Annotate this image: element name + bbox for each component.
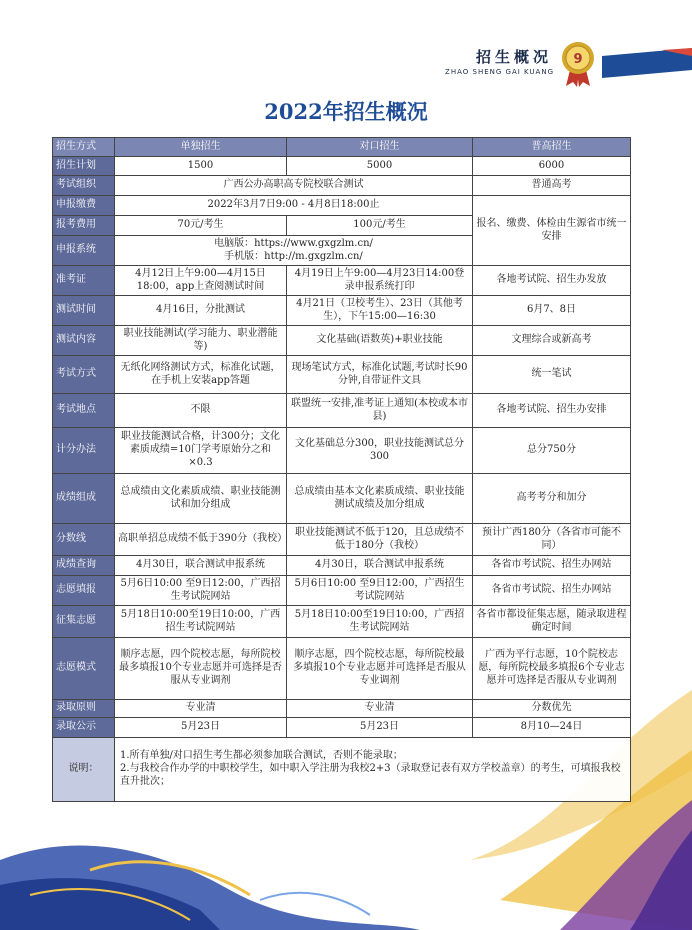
table-row [53,196,631,216]
table-cell: 顺序志愿，四个院校志愿，每所院校最多填报10个专业志愿并可选择是否服从专业调剂 [115,638,287,700]
table-cell: 报名、缴费、体检由生源省市统一安排 [473,196,631,266]
column-header: 单独招生 [115,138,287,157]
table-cell: 4月30日，联合测试申报系统 [287,556,473,576]
table-cell: 文化基础总分300，职业技能测试总分300 [287,428,473,474]
table-row [53,524,631,556]
table-cell: 不限 [115,394,287,428]
row-label: 考试方式 [53,356,115,394]
badge-number: 9 [573,52,583,67]
table-cell: 4月21日（卫校考生）、23日（其他考生），下午15:00—16:30 [287,296,473,326]
table-cell: 100元/考生 [287,216,473,236]
table-cell: 4月30日，联合测试申报系统 [115,556,287,576]
table-cell: 各省市都设征集志愿，随录取进程确定时间 [473,606,631,638]
table-cell: 无纸化网络测试方式，标准化试题，在手机上安装app答题 [115,356,287,394]
table-cell: 预计广西180分（各省市可能不同） [473,524,631,556]
table-cell: 5月6日10:00 至9日12:00，广西招生考试院网站 [287,576,473,606]
table-row [53,556,631,576]
table-cell: 职业技能测试不低于120，且总成绩不低于180分（我校） [287,524,473,556]
table-cell: 5月6日10:00 至9日12:00，广西招生考试院网站 [115,576,287,606]
table-cell: 4月19日上午9:00—4月23日14:00登录申报系统打印 [287,266,473,296]
table-cell: 广西公办高职高专院校联合测试 [115,176,473,196]
table-row [53,157,631,176]
table-cell: 5月23日 [115,718,287,738]
table-cell: 8月10—24日 [473,718,631,738]
table-cell: 文理综合或新高考 [473,326,631,356]
table-cell: 各省市考试院、招生办网站 [473,576,631,606]
table-cell: 总成绩由文化素质成绩、职业技能测试和加分组成 [115,474,287,524]
note-line: 1.所有单独/对口招生考生都必须参加联合测试，否则不能录取； [120,750,403,762]
table-cell: 现场笔试方式，标准化试题,考试时长90分钟,自带证件文具 [287,356,473,394]
table-row [53,606,631,638]
table-cell: 普通高考 [473,176,631,196]
table-cell: 职业技能测试(学习能力、职业潜能等) [115,326,287,356]
table-cell: 1500 [115,157,287,176]
row-label: 征集志愿 [53,606,115,638]
header-ribbon [602,48,692,78]
row-label: 测试内容 [53,326,115,356]
table-cell: 顺序志愿，四个院校志愿，每所院校最多填报10个专业志愿并可选择是否服从专业调剂 [287,638,473,700]
medal-icon [560,40,596,88]
table-cell: 专业清 [287,700,473,718]
row-label: 志愿模式 [53,638,115,700]
table-cell: 5月18日10:00至19日10:00，广西招生考试院网站 [287,606,473,638]
admissions-table [52,137,631,802]
table-cell: 2022年3月7日9:00 - 4月8日18:00止 [115,196,473,216]
column-header: 普高招生 [473,138,631,157]
table-cell: 高考考分和加分 [473,474,631,524]
table-row [53,356,631,394]
table-cell: 70元/考生 [115,216,287,236]
table-row [53,700,631,718]
table-cell: 专业清 [115,700,287,718]
table-cell [115,236,473,266]
table-row [53,428,631,474]
table-header-row [53,138,631,157]
table-cell: 各省市考试院、招生办网站 [473,556,631,576]
row-label: 成绩组成 [53,474,115,524]
table-cell: 5000 [287,157,473,176]
row-label: 计分办法 [53,428,115,474]
row-label: 招生计划 [53,157,115,176]
row-label: 成绩查询 [53,556,115,576]
table-cell: 统一笔试 [473,356,631,394]
table-row [53,576,631,606]
column-header: 招生方式 [53,138,115,157]
table-cell: 联盟统一安排,准考证上通知(本校或本市县) [287,394,473,428]
table-cell: 6000 [473,157,631,176]
note-line: 2.与我校合作办学的中职校学生，如中职入学注册为我校2+3（录取登记表有双方学校盖章）的考生，可填报我校直升批次； [120,763,621,787]
table-cell: 5月18日10:00至19日10:00，广西招生考试院网站 [115,606,287,638]
row-label: 测试时间 [53,296,115,326]
table-cell: 总分750分 [473,428,631,474]
row-label: 考试组织 [53,176,115,196]
table-cell: 4月12日上午9:00—4月15日18:00，app上查阅测试时间 [115,266,287,296]
table-cell: 分数优先 [473,700,631,718]
table-cell: 文化基础(语数英)+职业技能 [287,326,473,356]
row-label: 分数线 [53,524,115,556]
row-label: 报考费用 [53,216,115,236]
table-row [53,266,631,296]
system-url-pc[interactable]: 电脑版：https://www.gxgzlm.cn/ [214,237,373,249]
row-label: 考试地点 [53,394,115,428]
table-row [53,296,631,326]
row-label: 志愿填报 [53,576,115,606]
table-cell: 总成绩由基本文化素质成绩、职业技能测试成绩及加分组成 [287,474,473,524]
table-cell: 各地考试院、招生办安排 [473,394,631,428]
header [392,40,692,90]
table-row [53,394,631,428]
table-cell: 职业技能测试合格，计300分；文化素质成绩=10门学考原始分之和×0.3 [115,428,287,474]
row-label: 准考证 [53,266,115,296]
table-cell: 6月7、8日 [473,296,631,326]
row-label: 申报缴费 [53,196,115,216]
column-header: 对口招生 [287,138,473,157]
row-label: 录取公示 [53,718,115,738]
table-row [53,738,631,802]
table-row [53,718,631,738]
notes-label: 说明： [53,738,115,802]
table-row [53,176,631,196]
row-label: 申报系统 [53,236,115,266]
table-row [53,326,631,356]
notes-cell [115,738,631,802]
header-subtitle: ZHAO SHENG GAI KUANG [445,68,554,76]
row-label: 录取原则 [53,700,115,718]
table-row [53,474,631,524]
table-cell: 4月16日，分批测试 [115,296,287,326]
table-cell: 各地考试院、招生办发放 [473,266,631,296]
table-cell: 高职单招总成绩不低于390分（我校） [115,524,287,556]
header-title: 招生概况 [475,48,552,66]
table-cell: 广西为平行志愿，10个院校志愿，每所院校最多填报6个专业志愿并可选择是否服从专业调剂 [473,638,631,700]
table-cell: 5月23日 [287,718,473,738]
page-title: 2022年招生概况 [264,99,428,124]
table-row [53,638,631,700]
system-url-mobile[interactable]: 手机版：http://m.gxgzlm.cn/ [224,250,363,262]
